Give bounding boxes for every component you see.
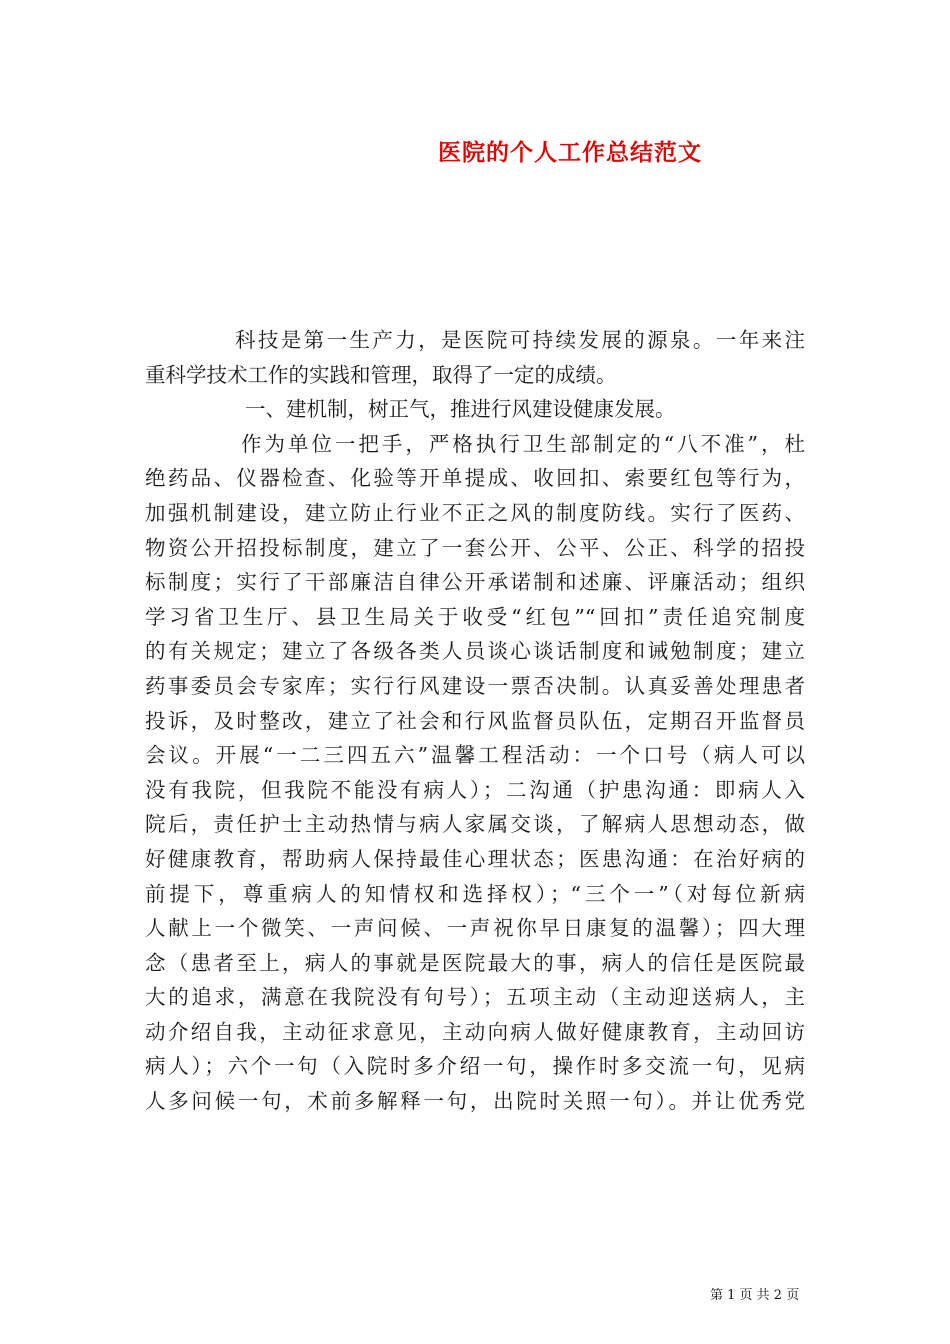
paragraph-line: 学习省卫生厅、县卫生局关于收受“红包”“回扣”责任追究制度 <box>145 604 805 629</box>
paragraph-line: 人献上一个微笑、一声问候、一声祝你早日康复的温馨）；四大理 <box>145 916 805 941</box>
paragraph-body <box>145 427 805 1119</box>
document-title: 医院的个人工作总结范文 <box>438 139 702 166</box>
paragraph-line: 科技是第一生产力，是医院可持续发展的源泉。一年来注 <box>235 328 805 352</box>
paragraph-line: 病人）；六个一句（入院时多介绍一句，操作时多交流一句，见病 <box>145 1054 805 1079</box>
paragraph-line: 前提下，尊重病人的知情权和选择权）；“三个一”（对每位新病 <box>145 881 805 906</box>
paragraph-line: 标制度；实行了干部廉洁自律公开承诺制和述廉、评廉活动；组织 <box>145 570 805 595</box>
paragraph-intro <box>145 323 805 392</box>
paragraph-line: 物资公开招投标制度，建立了一套公开、公平、公正、科学的招投 <box>145 535 805 560</box>
paragraph-line: 院后，责任护士主动热情与病人家属交谈，了解病人思想动态，做 <box>145 812 805 837</box>
paragraph-line: 好健康教育，帮助病人保持最佳心理状态；医患沟通：在治好病的 <box>145 846 805 871</box>
paragraph-line: 药事委员会专家库；实行行风建设一票否决制。认真妥善处理患者 <box>145 673 805 698</box>
paragraph-line: 大的追求，满意在我院没有句号）；五项主动（主动迎送病人，主 <box>145 985 805 1010</box>
paragraph-line: 作为单位一把手，严格执行卫生部制定的“八不准”，杜 <box>241 431 805 456</box>
paragraph-line: 念（患者至上，病人的事就是医院最大的事，病人的信任是医院最 <box>145 950 805 975</box>
page-number-footer: 第 1 页 共 2 页 <box>710 1288 800 1303</box>
paragraph-line: 动介绍自我，主动征求意见，主动向病人做好健康教育，主动回访 <box>145 1019 805 1044</box>
paragraph-line: 加强机制建设，建立防止行业不正之风的制度防线。实行了医药、 <box>145 500 805 525</box>
paragraph-line: 没有我院，但我院不能没有病人）；二沟通（护患沟通：即病人入 <box>145 777 805 802</box>
paragraph-line: 重科学技术工作的实践和管理，取得了一定的成绩。 <box>145 362 617 387</box>
paragraph-line: 人多问候一句，术前多解释一句，出院时关照一句）。并让优秀党 <box>145 1089 805 1114</box>
section-heading: 一、建机制，树正气，推进行风建设健康发展。 <box>245 397 676 422</box>
paragraph-line: 会议。开展“一二三四五六”温馨工程活动：一个口号（病人可以 <box>145 743 805 768</box>
paragraph-line: 绝药品、仪器检查、化验等开单提成、收回扣、索要红包等行为， <box>145 466 805 491</box>
paragraph-line: 的有关规定；建立了各级各类人员谈心谈话制度和诫勉制度；建立 <box>145 639 805 664</box>
paragraph-line: 投诉，及时整改，建立了社会和行风监督员队伍，定期召开监督员 <box>145 708 805 733</box>
document-body <box>145 323 805 1119</box>
